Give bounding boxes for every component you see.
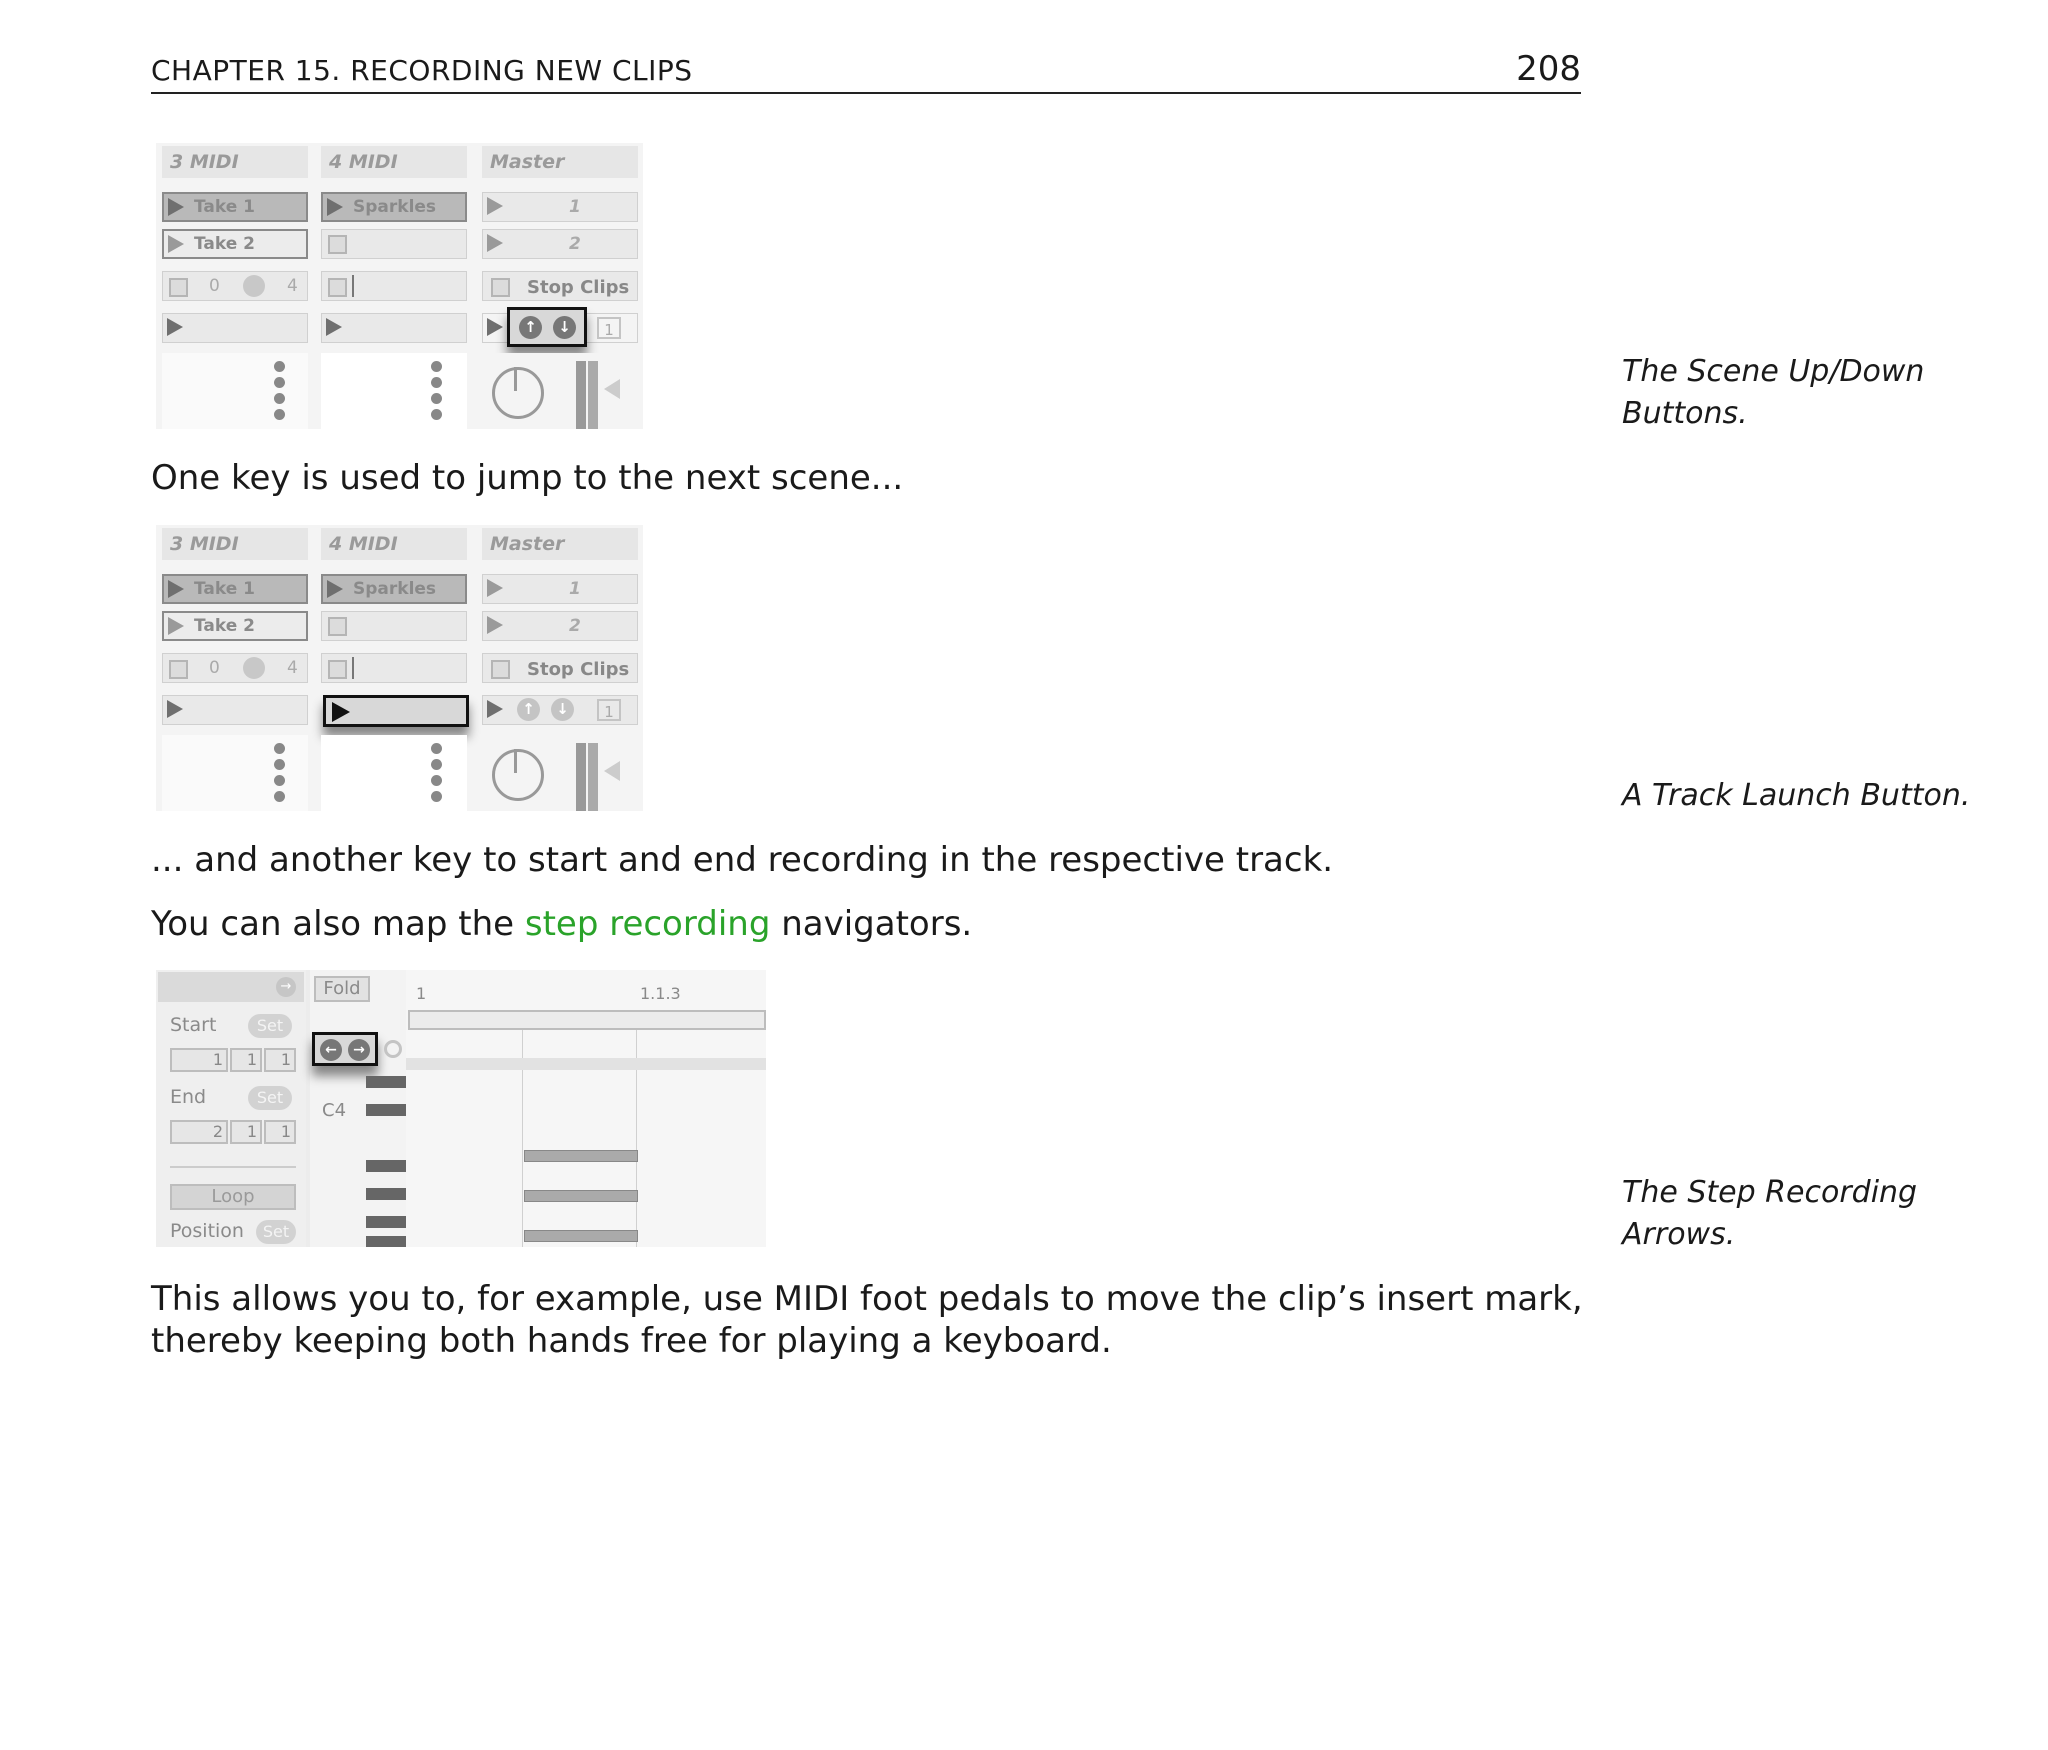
record-icon [243, 275, 265, 297]
status-zero: 0 [209, 276, 220, 296]
scene-up-icon[interactable]: ↑ [517, 698, 540, 721]
ruler-label: 1 [416, 984, 427, 1003]
status-four: 4 [287, 276, 298, 296]
scene-number: 2 [569, 234, 581, 254]
grid-row [406, 1058, 766, 1070]
play-icon [168, 617, 184, 635]
more-dots-icon [274, 743, 286, 807]
track-column-4-midi [317, 143, 471, 429]
step-recording-link[interactable]: step recording [524, 904, 771, 944]
figure-caption: The Step Recording Arrows. [1622, 1175, 1918, 1252]
piano-keys [366, 1070, 406, 1247]
note-label: C4 [322, 1100, 347, 1121]
more-dots-icon [431, 743, 443, 807]
play-icon [332, 702, 350, 722]
clip-label: Sparkles [353, 579, 437, 599]
clip-label: Take 2 [194, 234, 256, 254]
midi-editor [310, 970, 766, 1247]
play-icon [487, 700, 503, 718]
clip-sparkles[interactable] [321, 192, 467, 222]
black-key [366, 1160, 406, 1172]
track-launch-button-highlight[interactable] [323, 695, 469, 727]
scene-count: 1 [597, 317, 621, 339]
black-key [366, 1104, 406, 1116]
scene-play-icon [487, 579, 503, 597]
track-title: 3 MIDI [162, 528, 308, 560]
end-set-button[interactable]: Set [248, 1086, 292, 1110]
track-title: 3 MIDI [162, 146, 308, 178]
end-bar-field[interactable]: 2 [170, 1120, 228, 1144]
track-column-3-midi [158, 143, 312, 429]
scene-number: 1 [569, 579, 581, 599]
empty-slot[interactable] [321, 611, 467, 641]
step-left-icon[interactable]: ← [320, 1039, 342, 1061]
scene-down-icon[interactable]: ↓ [553, 316, 576, 339]
crossfader-knob-icon [492, 367, 544, 419]
chapter-title: CHAPTER 15. RECORDING NEW CLIPS [151, 54, 693, 87]
knob-pointer [514, 367, 517, 391]
play-icon [326, 318, 342, 336]
clip-loop-panel [156, 970, 306, 1247]
stop-button[interactable] [328, 235, 347, 254]
panel-header [158, 972, 304, 1002]
volume-arrow-icon [604, 761, 620, 781]
clip-take-1[interactable] [162, 574, 308, 604]
more-dots-icon [274, 361, 286, 425]
track-io-area [162, 353, 308, 429]
text-span: You can also map the [151, 904, 525, 944]
end-label: End [170, 1086, 207, 1108]
meter-bar-icon [588, 361, 598, 429]
stop-button[interactable] [169, 660, 188, 679]
figure-scene-up-down [156, 143, 643, 429]
black-key [366, 1188, 406, 1200]
start-sixteenth-field[interactable]: 1 [264, 1048, 296, 1072]
scene-1[interactable] [482, 192, 638, 222]
track-column-4-midi [317, 525, 471, 811]
track-io-area [321, 735, 467, 811]
headphones-icon[interactable] [384, 1040, 402, 1058]
track-column-master [478, 525, 642, 811]
scene-1[interactable] [482, 574, 638, 604]
paragraph: This allows you to, for example, use MIDI foot pedals to move the clip’s insert mark, thereby keeping both hands free for playing a keyboard. [151, 1279, 1583, 1361]
play-icon [168, 580, 184, 598]
scene-number: 1 [569, 197, 581, 217]
scene-2[interactable] [482, 229, 638, 259]
paragraph [151, 903, 1591, 945]
cursor-line [352, 275, 354, 297]
track-title: 4 MIDI [321, 146, 467, 178]
stop-button[interactable] [328, 278, 347, 297]
scene-play-icon [487, 616, 503, 634]
clip-take-1[interactable] [162, 192, 308, 222]
track-status [162, 653, 308, 683]
stop-icon [491, 660, 510, 679]
paragraph: One key is used to jump to the next scene... [151, 458, 904, 498]
track-io-area [321, 353, 467, 429]
figure-step-recording-arrows [156, 970, 766, 1247]
master-io-area [482, 353, 638, 429]
position-label: Position [170, 1220, 244, 1242]
black-key [366, 1236, 406, 1247]
stop-button[interactable] [328, 660, 347, 679]
status-zero: 0 [209, 658, 220, 678]
end-sixteenth-field[interactable]: 1 [264, 1120, 296, 1144]
black-key [366, 1216, 406, 1228]
more-dots-icon [431, 361, 443, 425]
track-title: Master [482, 528, 638, 560]
track-column-3-midi [158, 525, 312, 811]
start-beat-field[interactable]: 1 [230, 1048, 262, 1072]
scene-play-icon [487, 197, 503, 215]
midi-note[interactable] [524, 1150, 638, 1162]
meter-bar-icon [588, 743, 598, 811]
cursor-line [352, 657, 354, 679]
figure-caption: The Scene Up/Down Buttons. [1622, 354, 1925, 431]
stop-button[interactable] [169, 278, 188, 297]
knob-pointer [514, 749, 517, 773]
stop-button[interactable] [328, 617, 347, 636]
note-grid [406, 970, 766, 1247]
play-icon [168, 235, 184, 253]
play-icon [168, 198, 184, 216]
clip-label: Take 1 [194, 579, 256, 599]
step-right-icon[interactable]: → [348, 1039, 370, 1061]
play-icon [327, 580, 343, 598]
scene-up-icon[interactable]: ↑ [519, 316, 542, 339]
status-four: 4 [287, 658, 298, 678]
midi-note[interactable] [524, 1190, 638, 1202]
clip-label: Take 1 [194, 197, 256, 217]
empty-slot[interactable] [321, 229, 467, 259]
master-io-area [482, 735, 638, 811]
meter-bar-icon [576, 743, 586, 811]
divider [170, 1166, 296, 1168]
start-label: Start [170, 1014, 217, 1036]
crossfader-knob-icon [492, 749, 544, 801]
track-status [162, 271, 308, 301]
play-icon [327, 198, 343, 216]
start-set-button[interactable]: Set [248, 1014, 292, 1038]
clip-take-2[interactable] [162, 229, 308, 259]
end-beat-field[interactable]: 1 [230, 1120, 262, 1144]
loop-button[interactable]: Loop [170, 1184, 296, 1210]
page-number: 208 [1516, 49, 1581, 89]
play-icon [487, 318, 503, 336]
meter-bar-icon [576, 361, 586, 429]
scene-play-icon [487, 234, 503, 252]
clip-label: Sparkles [353, 197, 437, 217]
arrow-right-icon[interactable]: → [276, 977, 296, 997]
scene-number: 2 [569, 616, 581, 636]
track-status [321, 271, 467, 301]
stop-clips-button[interactable] [482, 271, 638, 301]
play-icon [167, 700, 183, 718]
volume-arrow-icon [604, 379, 620, 399]
scene-count: 1 [597, 699, 621, 721]
midi-note[interactable] [524, 1230, 638, 1242]
text-span: navigators. [770, 904, 973, 944]
clip-sparkles[interactable] [321, 574, 467, 604]
track-title: Master [482, 146, 638, 178]
track-launch-button[interactable] [162, 313, 308, 343]
track-launch-button[interactable] [162, 695, 308, 725]
loop-brace [408, 1010, 766, 1030]
fold-button[interactable]: Fold [314, 976, 370, 1002]
paragraph: ... and another key to start and end recording in the respective track. [151, 840, 1334, 880]
clip-take-2[interactable] [162, 611, 308, 641]
start-bar-field[interactable]: 1 [170, 1048, 228, 1072]
figure-caption: A Track Launch Button. [1622, 778, 1971, 813]
step-arrows-highlight [312, 1032, 378, 1066]
scene-up-down-highlight [507, 307, 587, 347]
ruler-label: 1.1.3 [640, 984, 681, 1003]
clip-label: Take 2 [194, 616, 256, 636]
track-status [321, 653, 467, 683]
figure-track-launch-button [156, 525, 643, 811]
track-title: 4 MIDI [321, 528, 467, 560]
stop-clips-label: Stop Clips [527, 277, 630, 298]
page-header [151, 49, 1581, 94]
master-launch-row [482, 313, 638, 343]
master-launch-row [482, 695, 638, 725]
black-key [366, 1076, 406, 1088]
scene-2[interactable] [482, 611, 638, 641]
position-set-button[interactable]: Set [256, 1220, 296, 1244]
play-icon [167, 318, 183, 336]
track-launch-button[interactable] [321, 313, 467, 343]
track-io-area [162, 735, 308, 811]
record-icon [243, 657, 265, 679]
stop-icon [491, 278, 510, 297]
stop-clips-button[interactable] [482, 653, 638, 683]
stop-clips-label: Stop Clips [527, 659, 630, 680]
track-column-master [478, 143, 642, 429]
scene-down-icon[interactable]: ↓ [551, 698, 574, 721]
